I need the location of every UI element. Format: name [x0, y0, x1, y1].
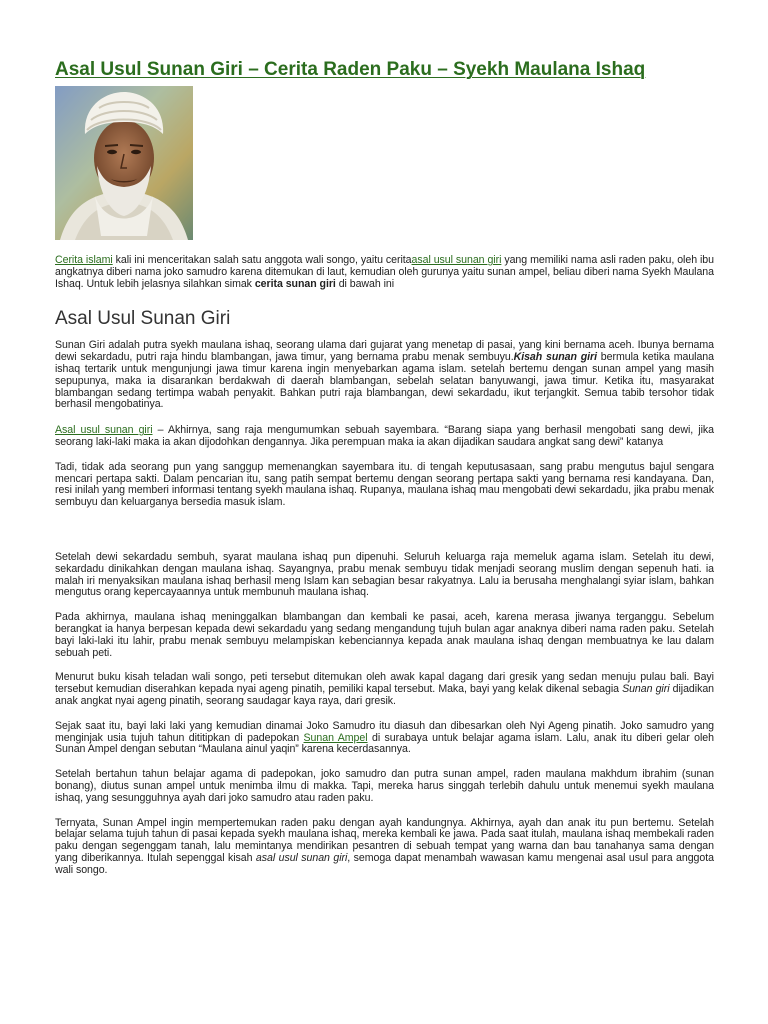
cerita-islami-link[interactable]: Cerita islami: [55, 254, 113, 266]
intro-text-1: kali ini menceritakan salah satu anggota wali songo, yaitu cerita: [112, 254, 412, 266]
paragraph-6: [55, 672, 714, 707]
sunan-ampel-link[interactable]: Sunan Ampel: [303, 731, 368, 744]
asal-usul-sunan-giri-link-2[interactable]: Asal usul sunan giri: [55, 424, 153, 437]
paragraph-7-text-2: di surabaya untuk belajar agama islam. Lalu, anak itu diberi gelar oleh Sunan Ampel dengan sebutan “Maulana ainul yaqin” karena kecerdasannya.: [55, 731, 714, 756]
article-title[interactable]: [55, 58, 714, 81]
asal-usul-sunan-giri-link[interactable]: asal usul sunan giri: [411, 254, 502, 266]
paragraph-6-text-2: dijadikan anak angkat nyai ageng pinatih, seorang saudagar kaya raya, dari gresik.: [55, 683, 714, 707]
paragraph-9-text-2: , semoga dapat menambah wawasan kamu mengenai asal usul para anggota wali songo.: [55, 851, 714, 876]
paragraph-7: [55, 721, 714, 756]
intro-paragraph: [55, 255, 714, 290]
kisah-sunan-giri-emphasis: Kisah sunan giri: [513, 351, 598, 364]
section-heading: Asal Usul Sunan Giri: [55, 308, 231, 330]
sunan-giri-portrait: [55, 86, 193, 240]
paragraph-9-text-1: Ternyata, Sunan Ampel ingin mempertemukan raden paku dengan ayah kandungnya. Akhirnya, ayah dan anak itu pun bertemu. Setelah belajar selama tujuh tahun di pasai kepada syekh maulana ishaq, mereka kembali ke jawa. Pada saat itulah, maulana ishaq membekali raden paku dengan segenggam tanah, lalu memintanya mendirikan pesantren di sebuah tempat yang warna dan bau tanahanya sama dengan yang diberikannya. Itulah sepenggal kisah: [55, 816, 714, 864]
paragraph-7-text-1: Sejak saat itu, bayi laki laki yang kemudian dinamai Joko Samudro itu diasuh dan dibesarkan oleh Nyi Ageng pinatih. Joko samudro yang menginjak usia tujuh tahun dititipkan di padepokan: [55, 719, 714, 744]
paragraph-1-text-2: bermula ketika maulana ishaq tertarik untuk mengunjungi jawa timur karena ingin menyebarkan agama islam. setelah bertemu dengan sunan ampel yang masih sepupunya, maka ia disarankan berdakwah di daerah blambangan, sebelah selatan banyuwangi, jawa timur. Ketika itu, masyarakat blambangan sedang tertimpa wabah penyakit. Bahkan putri raja blambangan, dewi sekardadu, ikut terjangkit. Semua tabib tersohor tidak berhasil mengobatinya.: [55, 351, 714, 411]
paragraph-1: [55, 340, 714, 411]
paragraph-3: Tadi, tidak ada seorang pun yang sanggup memenangkan sayembara itu. di tengah keputusasaan, sang prabu mengutus bajul sengara mencari pertapa sakti. Dalam pencarian itu, sang patih sempat bertemu dengan seorang pertapa sakti yang bernama resi kandayana. Dan, resi inilah yang memberi informasi tentang syekh maulana ishaq. Rupanya, maulana ishaq mau mengobati dewi sekardadu, jika prabu menak sembuyu dan keluarganya bersedia masuk islam.: [55, 460, 714, 509]
paragraph-4: Setelah dewi sekardadu sembuh, syarat maulana ishaq pun dipenuhi. Seluruh keluarga raja memeluk agama islam. Setelah itu dewi, sekardadu dinikahkan dengan maulana ishaq. Sayangnya, prabu menak sembuyu tidak menjadi seorang muslim dengan sepenuh hati. ia malah iri menyaksikan maulana ishaq berhasil meng Islam kan sebagian besar rakyatnya. Lalu ia berusaha menghalangi syiar islam, bahkan mengutus orang kepercayaannya untuk membunuh maulana ishaq.: [55, 550, 714, 599]
paragraph-5: Pada akhirnya, maulana ishaq meninggalkan blambangan dan kembali ke pasai, aceh, karena merasa jiwanya terganggu. Sebelum berangkat ia hanya berpesan kepada dewi sekardadu yang sedang mengandung tujuh bulan agar anaknya diberi nama raden paku. Setelah bayi laki-laki itu lahir, prabu menak sembuyu melampiskan kebenciannya kepada anak maulana ishaq dengan membuatnya ke lau dalam sebuah peti.: [55, 611, 714, 659]
asal-usul-sunan-giri-italic: asal usul sunan giri: [255, 851, 348, 864]
paragraph-2: [55, 425, 714, 449]
paragraph-6-text-1: Menurut buku kisah teladan wali songo, peti tersebut ditemukan oleh awak kapal dagang dari gresik yang sedan menuju pulau bali. Bayi tersebut kemudian diserahkan kepada nyai ageng pinatih, pemiliki kapal tersebut. Maka, bayi yang kelak dikenal sebagia: [55, 671, 714, 696]
intro-bold-text: cerita sunan giri: [254, 277, 336, 290]
article-title-link[interactable]: Asal Usul Sunan Giri – Cerita Raden Paku – Syekh Maulana Ishaq: [55, 59, 646, 80]
paragraph-8: Setelah bertahun tahun belajar agama di padepokan, joko samudro dan putra sunan ampel, raden maulana makhdum ibrahim (sunan bonang), diutus sunan ampel untuk menimba ilmu di makka. Tapi, mereka harus singgah terlebih dahulu untuk menemui syekh maulana ishaq, yang sesungguhnya ayah dari joko samudro atau raden paku.: [55, 768, 714, 804]
paragraph-1-text-1: Sunan Giri adalah putra syekh maulana ishaq, seorang ulama dari gujarat yang menetap di pasai, yang kini bernama aceh. Ibunya bernama dewi sekardadu, putri raja hindu blambangan, jawa timur, yang bernama prabu menak sembuyu.: [55, 339, 714, 364]
intro-text-2: yang memiliki nama asli raden paku, oleh ibu angkatnya diberi nama joko samudro karena ditemukan di laut, kemudian oleh gurunya yaitu sunan ampel, beliau diberi nama Syekh Maulana Ishaq. Untuk lebih jelasnya silahkan simak: [55, 254, 714, 290]
intro-text-3: di bawah ini: [335, 277, 395, 290]
paragraph-2-text: – Akhirnya, sang raja mengumumkan sebuah sayembara. “Barang siapa yang berhasil mengobati sang dewi, jika seorang laki-laki maka ia akan dijodohkan dengannya. Jika perempuan maka ia akan dijadikan saudara angkat sang dewi” katanya: [55, 424, 714, 448]
paragraph-9: [55, 818, 714, 877]
sunan-giri-italic: Sunan giri: [622, 683, 670, 696]
